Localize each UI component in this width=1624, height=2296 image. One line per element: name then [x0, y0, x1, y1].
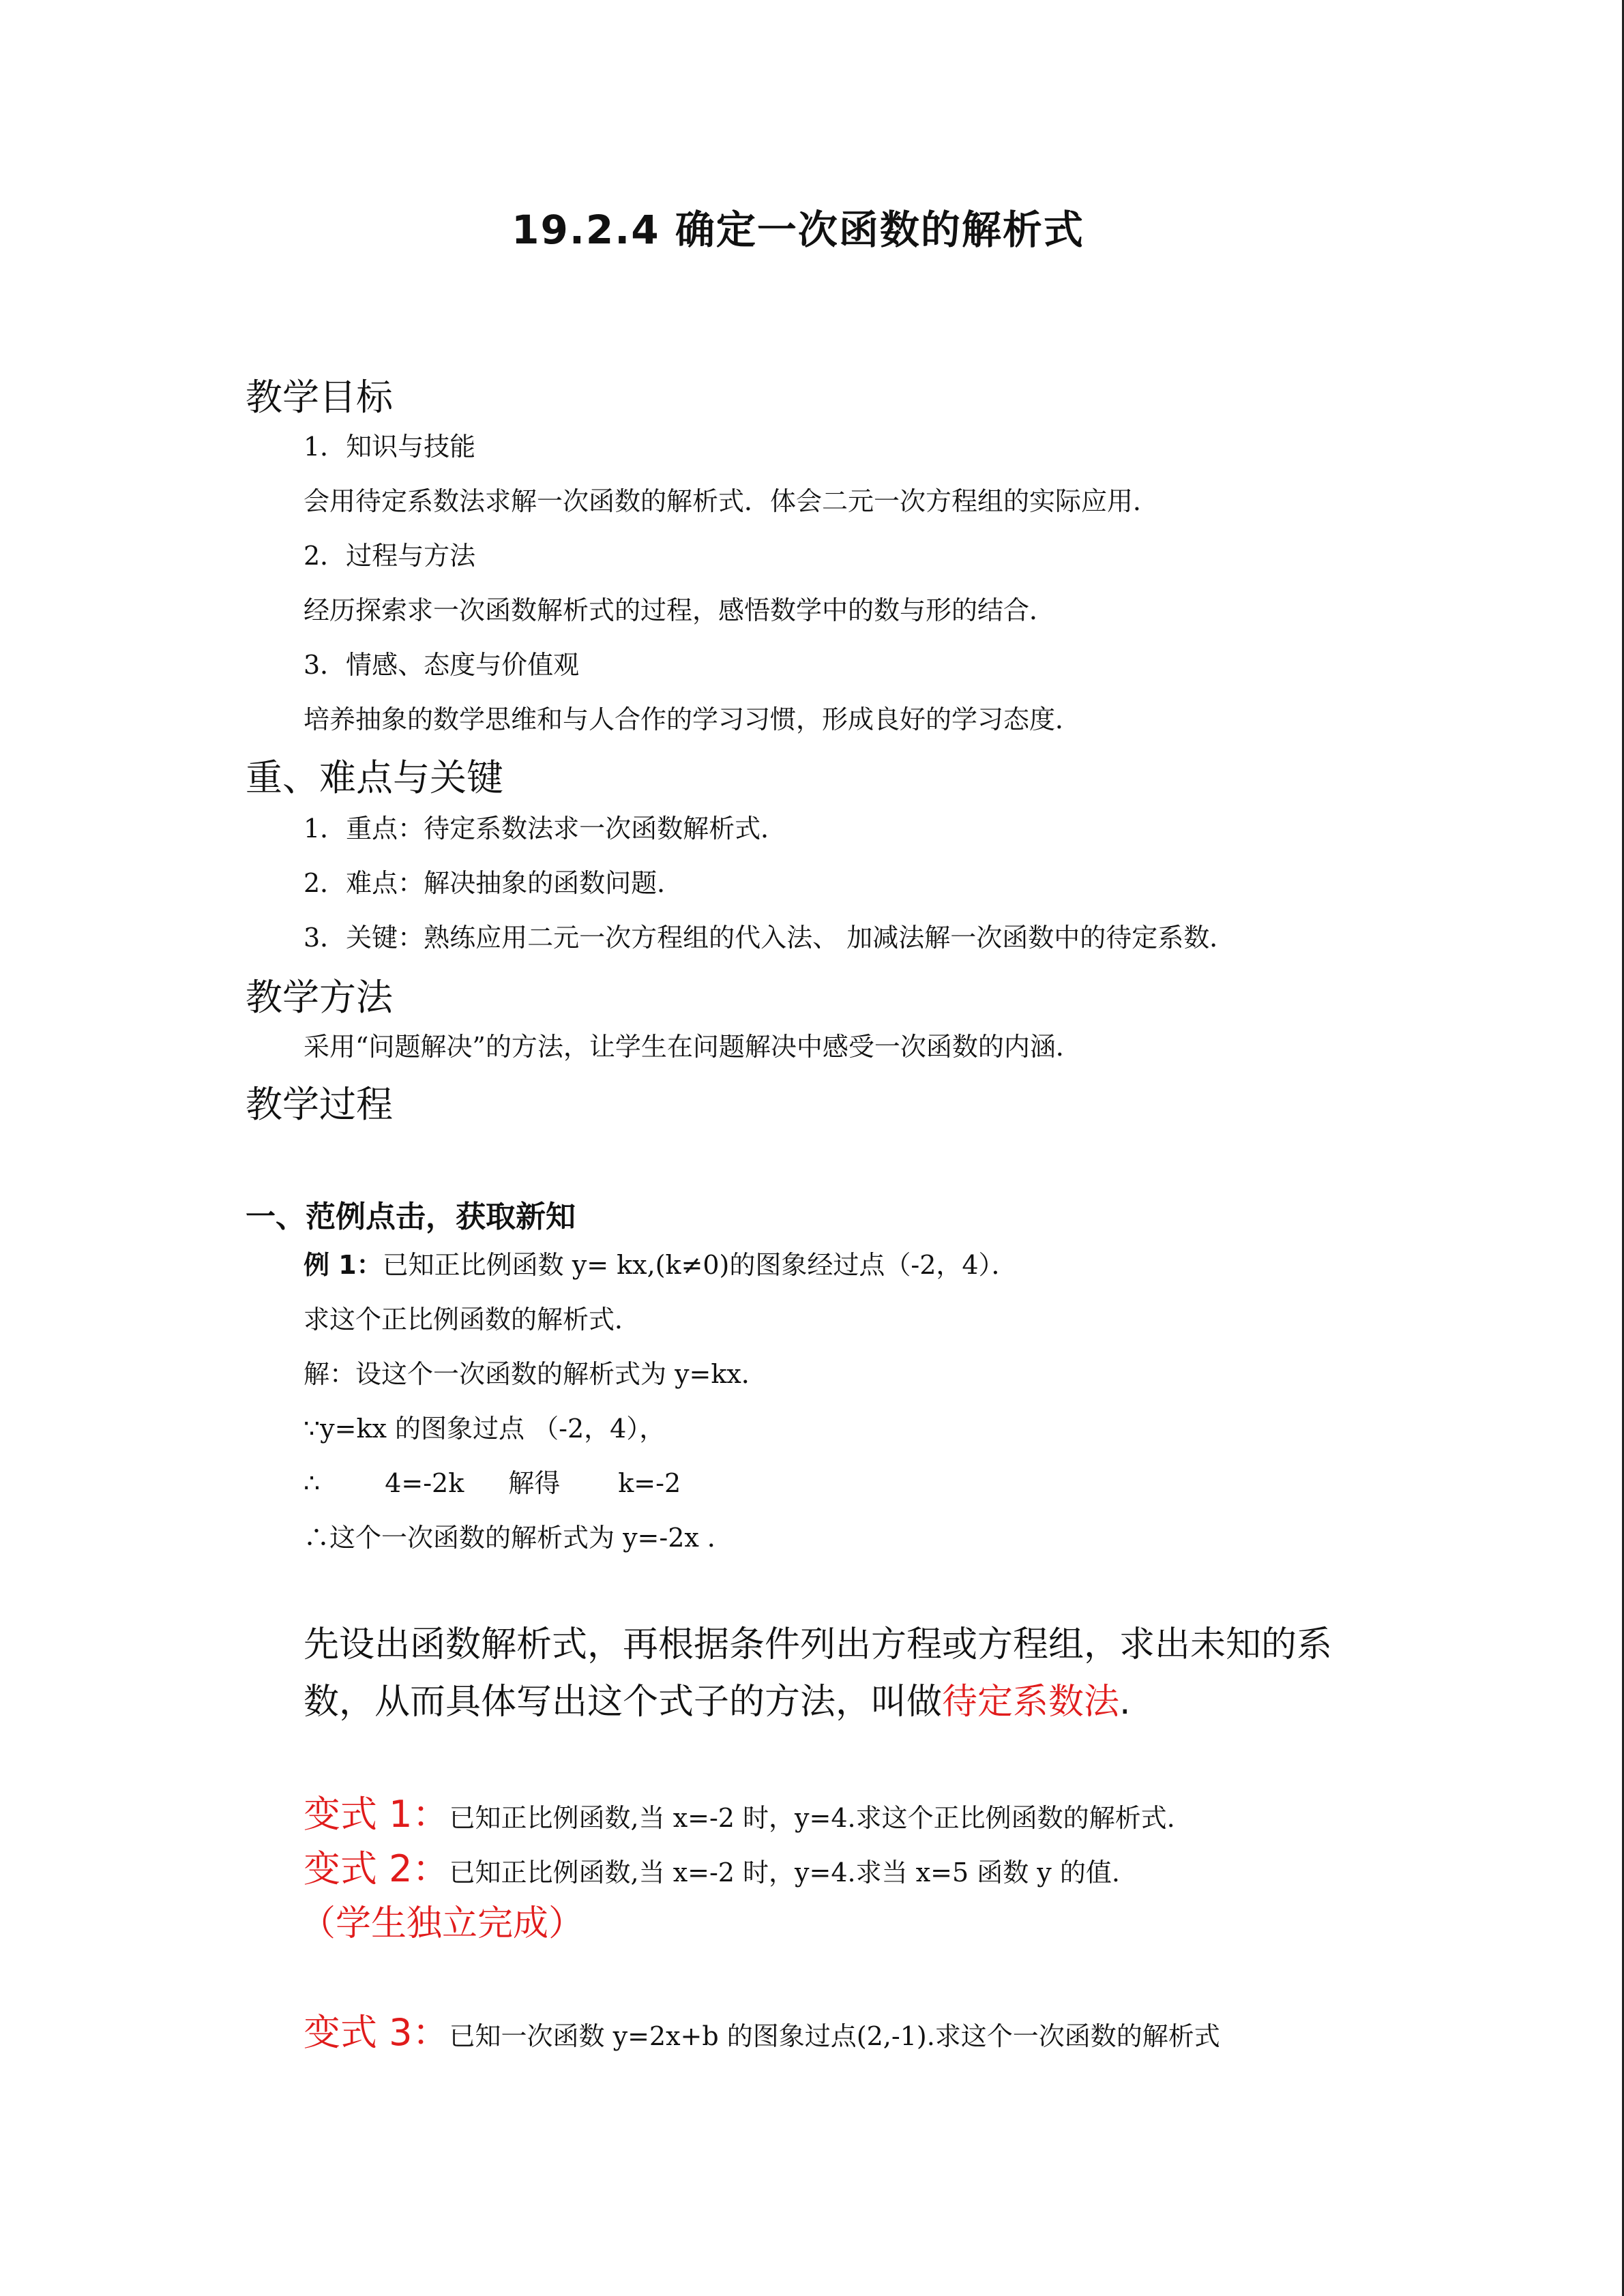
- heading-objectives: 教学目标: [246, 376, 393, 419]
- solution-line-1: 解：设这个一次函数的解析式为 y=kx．: [304, 1359, 767, 1389]
- keypoint-3: 3．关键：熟练应用二元一次方程组的代入法、 加减法解一次函数中的待定系数．: [304, 923, 1236, 953]
- variant-1-text: 已知正比例函数,当 x=-2 时，y=4.求这个正比例函数的解析式.: [449, 1803, 1175, 1833]
- heading-keypoints: 重、难点与关键: [246, 756, 503, 799]
- definition-paragraph: [304, 1616, 1402, 1731]
- variant-1-label: 变式 1：: [304, 1793, 449, 1836]
- objective-1-title: 1．知识与技能: [304, 432, 476, 462]
- definition-term: 待定系数法: [942, 1682, 1120, 1723]
- objective-2-text: 经历探索求一次函数解析式的过程，感悟数学中的数与形的结合．: [304, 595, 1056, 625]
- objective-3-title: 3．情感、态度与价值观: [304, 650, 580, 680]
- objective-2-title: 2．过程与方法: [304, 541, 476, 571]
- definition-end: .: [1119, 1682, 1131, 1723]
- example-1: [304, 1250, 1018, 1281]
- document-page: [246, 0, 1405, 2296]
- definition-text: 先设出函数解析式，再根据条件列出方程或方程组，求出未知的系数，从而具体写出这个式子的方法，叫做: [304, 1624, 1333, 1723]
- k-value: k=-2: [618, 1468, 681, 1498]
- example-text: 已知正比例函数 y= kx,(k≠0)的图象经过点（-2，4）．: [382, 1250, 1018, 1280]
- objective-1-text: 会用待定系数法求解一次函数的解析式．体会二元一次方程组的实际应用．: [304, 486, 1160, 516]
- method-text: 采用“问题解决”的方法，让学生在问题解决中感受一次函数的内涵．: [304, 1032, 1082, 1062]
- section-1-heading: 一、范例点击，获取新知: [246, 1199, 576, 1234]
- variant-3-label: 变式 3：: [304, 2011, 449, 2054]
- independent-note: （学生独立完成）: [300, 1903, 585, 1944]
- example-label: 例 1：: [304, 1250, 383, 1280]
- variant-3: [304, 2003, 1220, 2056]
- solution-line-2: ∵y=kx 的图象过点 （-2，4），: [304, 1414, 666, 1444]
- variant-2-text: 已知正比例函数,当 x=-2 时，y=4.求当 x=5 函数 y 的值.: [449, 1858, 1120, 1888]
- heading-method: 教学方法: [246, 976, 393, 1019]
- variant-2-label: 变式 2：: [304, 1847, 449, 1890]
- solution-line-4: ∴这个一次函数的解析式为 y=-2x ．: [304, 1523, 733, 1553]
- variant-1: [304, 1785, 1175, 1838]
- keypoint-2: 2．难点：解决抽象的函数问题．: [304, 868, 683, 898]
- page-title: 19.2.4 确定一次函数的解析式: [512, 207, 1084, 253]
- keypoint-1: 1．重点：待定系数法求一次函数解析式．: [304, 814, 787, 844]
- variant-2: [304, 1840, 1120, 1892]
- solution-line-3: [304, 1468, 681, 1500]
- equation: 4=-2k: [385, 1468, 464, 1498]
- heading-process: 教学过程: [246, 1083, 393, 1126]
- objective-3-text: 培养抽象的数学思维和与人合作的学习习惯，形成良好的学习态度．: [304, 704, 1082, 734]
- example-question: 求这个正比例函数的解析式．: [304, 1304, 641, 1335]
- variant-3-text: 已知一次函数 y=2x+b 的图象过点(2,-1).求这个一次函数的解析式: [449, 2021, 1220, 2051]
- solve-word: 解得: [508, 1468, 561, 1498]
- therefore-symbol: ∴: [304, 1468, 321, 1498]
